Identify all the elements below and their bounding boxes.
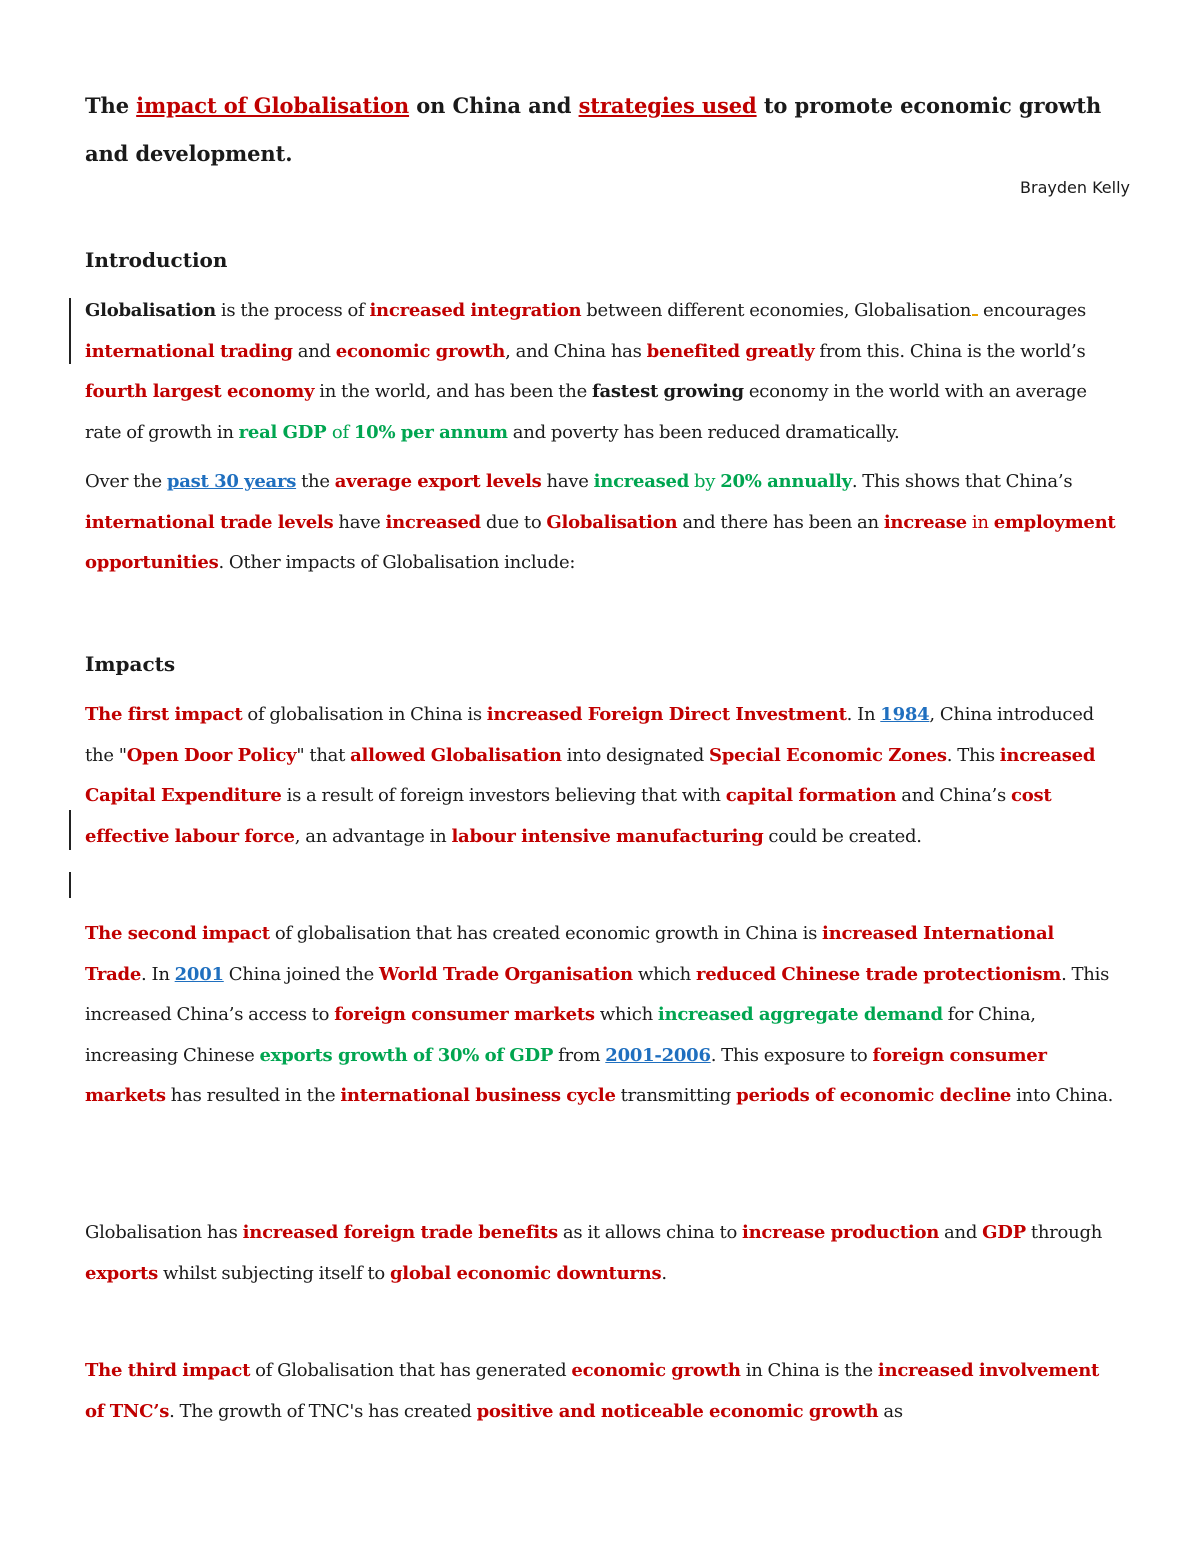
link-1984[interactable]: 1984 — [880, 704, 930, 725]
document-title: The impact of Globalisation on China and strategies used to promote economic growth and development. — [85, 93, 1102, 166]
title-highlight-globalisation: impact of Globalisation — [136, 93, 410, 118]
intro-paragraph-1: Globalisation is the process of increased integration between different economies, Globalisation encourages international trading and economic growth, and China has benefited greatly from this. China is the world’s fourth largest economy in the world, and has been the fastest growing economy in the world with an average rate of growth in real GDP of 10% per annum and poverty has been reduced dramatically. — [85, 300, 1087, 443]
impacts-paragraph-4: The third impact of Globalisation that has generated economic growth in China is the increased involvement of TNC’s. The growth of TNC's has created positive and noticeable economic growth as — [85, 1360, 1100, 1422]
change-bar — [69, 298, 71, 364]
introduction-heading: Introduction — [85, 248, 228, 272]
title-highlight-strategies: strategies used — [578, 93, 757, 118]
text-cursor — [69, 872, 71, 898]
author-name: Brayden Kelly — [1020, 178, 1130, 197]
impacts-heading: Impacts — [85, 652, 176, 676]
intro-paragraph-2: Over the past 30 years the average export levels have increased by 20% annually. This shows that China’s international trade levels have increased due to Globalisation and there has been an increase in employment opportunities. Other impacts of Globalisation include: — [85, 471, 1116, 573]
impacts-paragraph-1: The first impact of globalisation in China is increased Foreign Direct Investment. In 1984, China introduced the "Open Door Policy" that allowed Globalisation into designated Special Economic Zones. This increased Capital Expenditure is a result of foreign investors believing that with capital formation and China’s cost effective labour force, an advantage in labour intensive manufacturing could be created. — [85, 704, 1096, 847]
change-bar — [69, 810, 71, 850]
link-2001-2006[interactable]: 2001-2006 — [605, 1044, 711, 1066]
impacts-paragraph-2: The second impact of globalisation that has created economic growth in China is increased International Trade. In 2001 China joined the World Trade Organisation which reduced Chinese trade protectionism. This increased China’s access to foreign consumer markets which increased aggregate demand for China, increasing Chinese exports growth of 30% of GDP from 2001-2006. This exposure to foreign consumer markets has resulted in the international business cycle transmitting periods of economic decline into China. — [85, 923, 1114, 1106]
impacts-paragraph-3: Globalisation has increased foreign trade benefits as it allows china to increase production and GDP through exports whilst subjecting itself to global economic downturns. — [85, 1222, 1103, 1284]
link-past-30-years[interactable]: past 30 years — [166, 471, 297, 492]
link-2001[interactable]: 2001 — [174, 963, 224, 985]
